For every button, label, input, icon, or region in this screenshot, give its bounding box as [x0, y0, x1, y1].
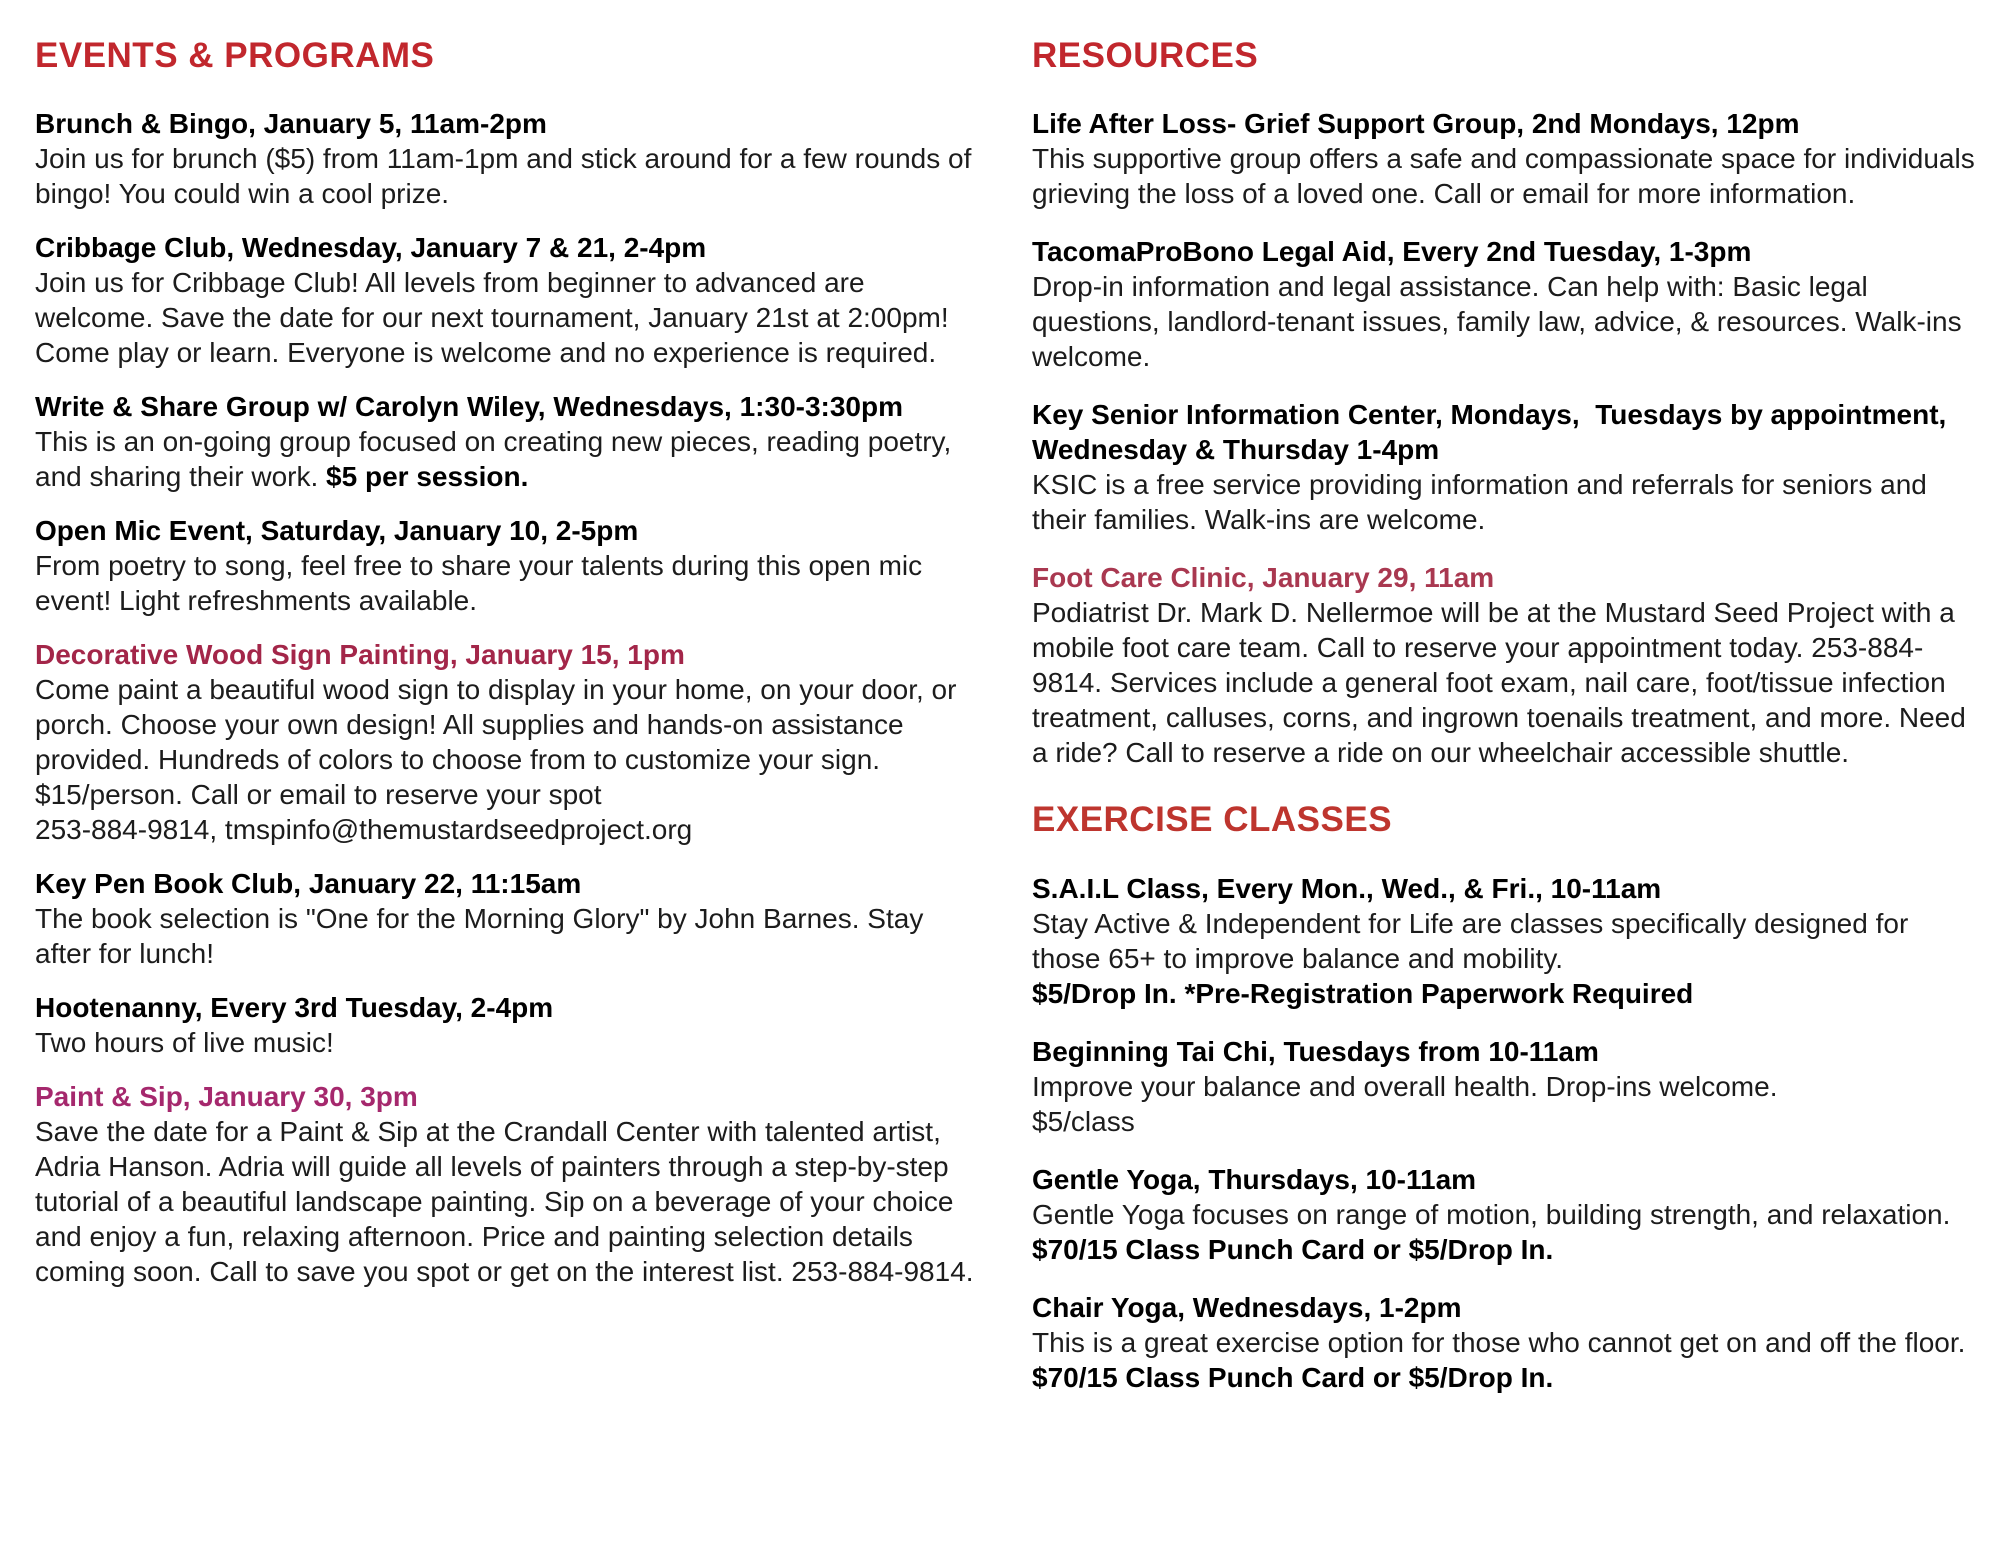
class-description-text: This is a great exercise option for those who cannot get on and off the floor.: [1032, 1326, 1966, 1358]
resource-description: Drop-in information and legal assistance. Can help with: Basic legal questions, landlord-tenant issues, family law, advice, & resources. Walk-ins welcome.: [1032, 271, 1962, 373]
resource-title: Foot Care Clinic, January 29, 11am: [1032, 562, 1495, 594]
section-heading-events-programs: EVENTS & PROGRAMS: [35, 36, 435, 75]
event-description: Two hours of live music!: [35, 1027, 334, 1059]
event-title: Key Pen Book Club, January 22, 11:15am: [35, 868, 582, 900]
resources-exercise-column: [1032, 36, 1982, 1418]
event-description: Join us for brunch ($5) from 11am-1pm and stick around for a few rounds of bingo! You could win a cool prize.: [35, 143, 972, 210]
event-title: Decorative Wood Sign Painting, January 15, 1pm: [35, 639, 685, 671]
class-description: [1032, 1325, 1982, 1395]
event-contact-line: 253-884-9814, tmspinfo@themustardseedproject.org: [35, 814, 693, 846]
class-price-bold-line: [1032, 976, 1982, 1011]
event-key-pen-book-club: [35, 866, 983, 971]
class-price-bold: $70/15 Class Punch Card or $5/Drop In.: [1032, 1233, 1554, 1265]
class-description: Improve your balance and overall health. Drop-ins welcome.: [1032, 1070, 1778, 1102]
event-write-share-group: [35, 389, 983, 494]
event-title: Brunch & Bingo, January 5, 11am-2pm: [35, 108, 547, 140]
events-programs-column: [35, 36, 983, 1308]
resource-title: Life After Loss- Grief Support Group, 2nd Mondays, 12pm: [1032, 108, 1800, 140]
resource-title: Key Senior Information Center, Mondays, Tuesdays by appointment, Wednesday & Thursday 1-4pm: [1032, 399, 1955, 466]
event-description-text: This is an on-going group focused on creating new pieces, reading poetry, and sharing their work.: [35, 426, 952, 493]
event-open-mic: [35, 513, 983, 618]
event-brunch-bingo: [35, 106, 983, 211]
resource-life-after-loss: [1032, 106, 1982, 211]
event-price-bold: $5 per session.: [326, 461, 529, 493]
event-cribbage-club: [35, 230, 983, 370]
event-description: [35, 424, 983, 494]
class-price-bold: $5/Drop In. *Pre-Registration Paperwork Required: [1032, 977, 1694, 1009]
event-description: From poetry to song, feel free to share your talents during this open mic event! Light refreshments available.: [35, 550, 923, 617]
event-description: Join us for Cribbage Club! All levels from beginner to advanced are welcome. Save the date for our next tournament, January 21st at 2:00pm! Come play or learn. Everyone is welcome and no experience is required.: [35, 267, 949, 369]
class-title: Beginning Tai Chi, Tuesdays from 10-11am: [1032, 1035, 1599, 1067]
class-title: Gentle Yoga, Thursdays, 10-11am: [1032, 1163, 1477, 1195]
section-heading-exercise-classes: EXERCISE CLASSES: [1032, 800, 1393, 840]
event-description: Come paint a beautiful wood sign to display in your home, on your door, or porch. Choose your own design! All supplies and hands-on assistance provided. Hundreds of colors to choose from to customize your sign. $15/person. Call or email to reserve your spot: [35, 674, 957, 811]
event-paint-sip: [35, 1079, 983, 1289]
class-title: Chair Yoga, Wednesdays, 1-2pm: [1032, 1291, 1462, 1323]
class-description: [1032, 1197, 1982, 1267]
class-beginning-tai-chi: [1032, 1034, 1982, 1139]
event-title: Hootenanny, Every 3rd Tuesday, 2-4pm: [35, 992, 554, 1024]
resource-foot-care-clinic: [1032, 560, 1982, 770]
class-description-text: Gentle Yoga focuses on range of motion, building strength, and relaxation.: [1032, 1198, 1951, 1230]
class-price-bold: $70/15 Class Punch Card or $5/Drop In.: [1032, 1361, 1554, 1393]
event-wood-sign-painting: [35, 637, 983, 847]
resource-tacomaprobono-legal-aid: [1032, 234, 1982, 374]
event-description: Save the date for a Paint & Sip at the Crandall Center with talented artist, Adria Hanson. Adria will guide all levels of painters through a step-by-step tutorial of a beautiful landscape painting. Sip on a beverage of your choice and enjoy a fun, relaxing afternoon. Price and painting selection details coming soon. Call to save you spot or get on the interest list. 253-884-9814.: [35, 1116, 974, 1288]
resource-description: This supportive group offers a safe and compassionate space for individuals grieving the loss of a loved one. Call or email for more information.: [1032, 143, 1975, 210]
resource-key-senior-information-center: [1032, 397, 1982, 537]
class-price-line: $5/class: [1032, 1105, 1135, 1137]
resource-description: KSIC is a free service providing information and referrals for seniors and their families. Walk-ins are welcome.: [1032, 469, 1927, 536]
class-title: S.A.I.L Class, Every Mon., Wed., & Fri., 10-11am: [1032, 872, 1662, 904]
event-title: Cribbage Club, Wednesday, January 7 & 21, 2-4pm: [35, 232, 707, 264]
event-hootenanny: [35, 990, 983, 1060]
section-heading-resources: RESOURCES: [1032, 36, 1259, 75]
event-title: Open Mic Event, Saturday, January 10, 2-5pm: [35, 515, 639, 547]
class-gentle-yoga: [1032, 1162, 1982, 1267]
event-title: Write & Share Group w/ Carolyn Wiley, Wednesdays, 1:30-3:30pm: [35, 391, 903, 423]
class-sail: [1032, 871, 1982, 1011]
class-chair-yoga: [1032, 1290, 1982, 1395]
event-title: Paint & Sip, January 30, 3pm: [35, 1081, 418, 1113]
resource-description: Podiatrist Dr. Mark D. Nellermoe will be at the Mustard Seed Project with a mobile foot care team. Call to reserve your appointment today. 253-884-9814. Services include a general foot exam, nail care, foot/tissue infection treatment, calluses, corns, and ingrown toenails treatment, and more. Need a ride? Call to reserve a ride on our wheelchair accessible shuttle.: [1032, 597, 1966, 769]
resource-title: TacomaProBono Legal Aid, Every 2nd Tuesday, 1-3pm: [1032, 236, 1752, 268]
class-description: Stay Active & Independent for Life are classes specifically designed for those 65+ to improve balance and mobility.: [1032, 907, 1909, 974]
event-description: The book selection is "One for the Morning Glory" by John Barnes. Stay after for lunch!: [35, 903, 924, 970]
